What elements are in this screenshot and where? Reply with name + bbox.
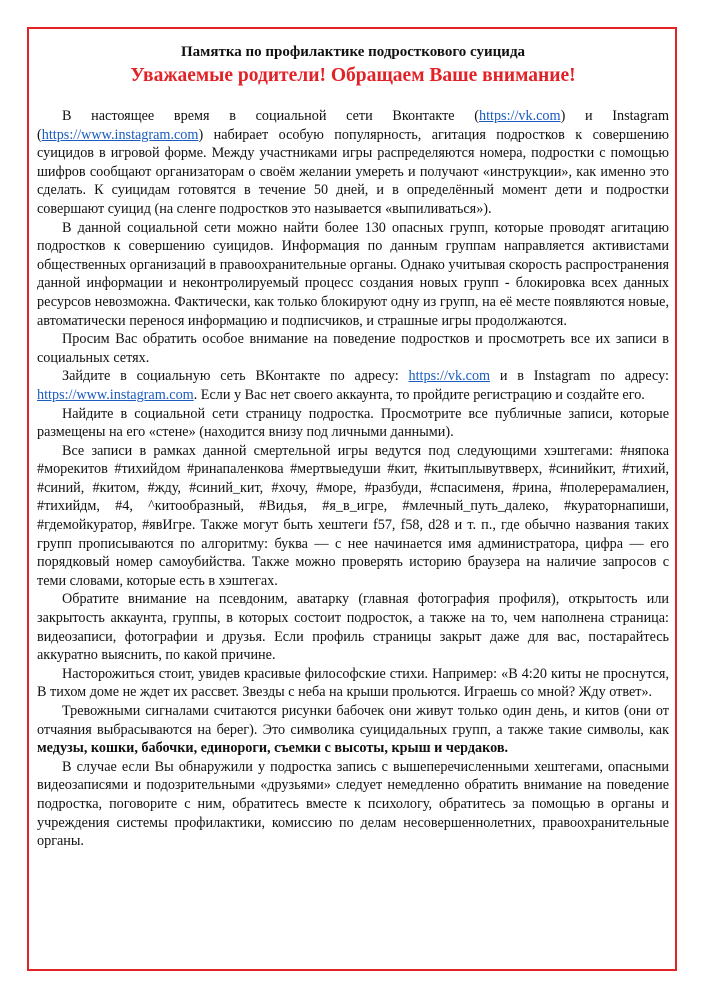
text-segment: В настоящее время в социальной сети Вконтакте (: [62, 108, 479, 124]
text-segment: ) и Instagram (: [37, 108, 669, 143]
paragraph-request: Просим Вас обратить особое внимание на поведение подростков и просмотреть все их записи в социальных сетях.: [37, 331, 669, 366]
vk-link[interactable]: https://vk.com: [478, 108, 561, 124]
text-segment: . Если у Вас нет своего аккаунта, то пройдите регистрацию и создайте его.: [193, 386, 645, 403]
paragraph-action: В случае если Вы обнаружили у подростка запись с вышеперечисленными хештегами, опасными видеозаписями и подозрительными «друзьями» следует немедленно обратить внимание на поведение подростка, поговорите с ним, обратитесь вместе к психологу, обратитесь за помощью в органы и учреждения системы профилактики, комиссию по делам несовершеннолетних, правоохранительные органы.: [37, 758, 669, 850]
text-segment: и в Instagram по адресу:: [490, 368, 669, 385]
text-segment: Тревожными сигналами считаются рисунки бабочек они живут только один день, и китов (они от отчаяния выбрасываются на берег). Это символика суицидальных групп, а также такие символы, как: [37, 703, 669, 738]
vk-link[interactable]: https://vk.com: [408, 368, 491, 385]
text-segment: Зайдите в социальную сеть ВКонтакте по адресу:: [62, 368, 409, 385]
paragraph-groups: В данной социальной сети можно найти более 130 опасных групп, которые проводят агитацию подростков к совершению суицидов. Информация по данным группам направляется активистами общественных организаций в правоохранительные органы. Однако учитывая скорость распространения данной информации и неконтролируемый процесс создания новых групп - блокировка всех данных ресурсов невозможна. Фактически, как только блокируют одну из групп, на её месте появляются новые, автоматически перенося информацию и подписчиков, и страшные игры продолжаются.: [37, 219, 669, 329]
symbols-bold: медузы, кошки, бабочки, единороги, съемки с высоты, крыш и чердаков.: [37, 740, 509, 757]
paragraph-find-page: Найдите в социальной сети страницу подростка. Просмотрите все публичные записи, которые размещены на его «стене» (находится внизу под личными данными).: [37, 405, 669, 441]
memo-page: [27, 27, 677, 971]
paragraph-hashtags: Все записи в рамках данной смертельной игры ведутся под следующими хэштегами: #няпока #морекитов #тихийдом #ринапаленкова #мертвыедуши #кит, #китыплывутвверх, #синийкит, #тихий, #синий, #китом, #жду, #синий_кит, #хочу, #море, #разбуди, #спасименя, #рина, #полерерамалиен, #тихийдм, #4, ^китообразный, #Видья, #я_в_игре, #млечный_путь_далеко, #кураторнапиши, #гдемойкуратор, #явИгре. Также могут быть хештеги f57, f58, d28 и т. п., где обычно названия таких групп прописываются по алгоритму: буква — с нее начинается имя администратора, цифра — его порядковый номер самоубийства. Также можно проверять историю браузера на наличие запросов с теми словами, которые есть в хэштегах.: [37, 442, 669, 589]
instagram-link[interactable]: https://www.instagram.com: [41, 126, 199, 143]
paragraph-poems: Насторожиться стоит, увидев красивые философские стихи. Например: «В 4:20 киты не проснутся, В тихом доме не ждет их рассвет. Звезды с неба на крыши прольются. Играешь со мной? Жду ответ».: [37, 665, 669, 701]
text-segment: ) набирает особую популярность, агитация подростков к совершению суицидов в игровой форме. Между участниками игры распределяются номера, подростки с помощью шифров сообщают организаторам о своём желании умереть и получают «инструкции», как именно это сделать. К суицидам готовятся в течение 50 дней, и в определённый момент дети и подростки совершают суицид (на сленге подростков это называется «выпиливаться»).: [37, 126, 669, 217]
paragraph-intro: [37, 107, 669, 219]
instagram-link[interactable]: https://www.instagram.com: [37, 386, 194, 403]
paragraph-symbols: [37, 702, 669, 758]
page-subtitle: Уважаемые родители! Обращаем Ваше внимание!: [130, 65, 576, 86]
page-title: Памятка по профилактике подросткового суицида: [180, 44, 526, 60]
memo-content: [37, 43, 669, 851]
paragraph-profile: Обратите внимание на псевдоним, аватарку (главная фотография профиля), открытость или закрытость аккаунта, группы, в которых состоит подросток, а также на то, чем наполнена страница: видеозаписи, фотографии и друзья. Если профиль страницы закрыт даже для вас, постарайтесь аккуратно выяснить, по какой причине.: [37, 591, 669, 664]
paragraph-visit: [37, 367, 669, 404]
